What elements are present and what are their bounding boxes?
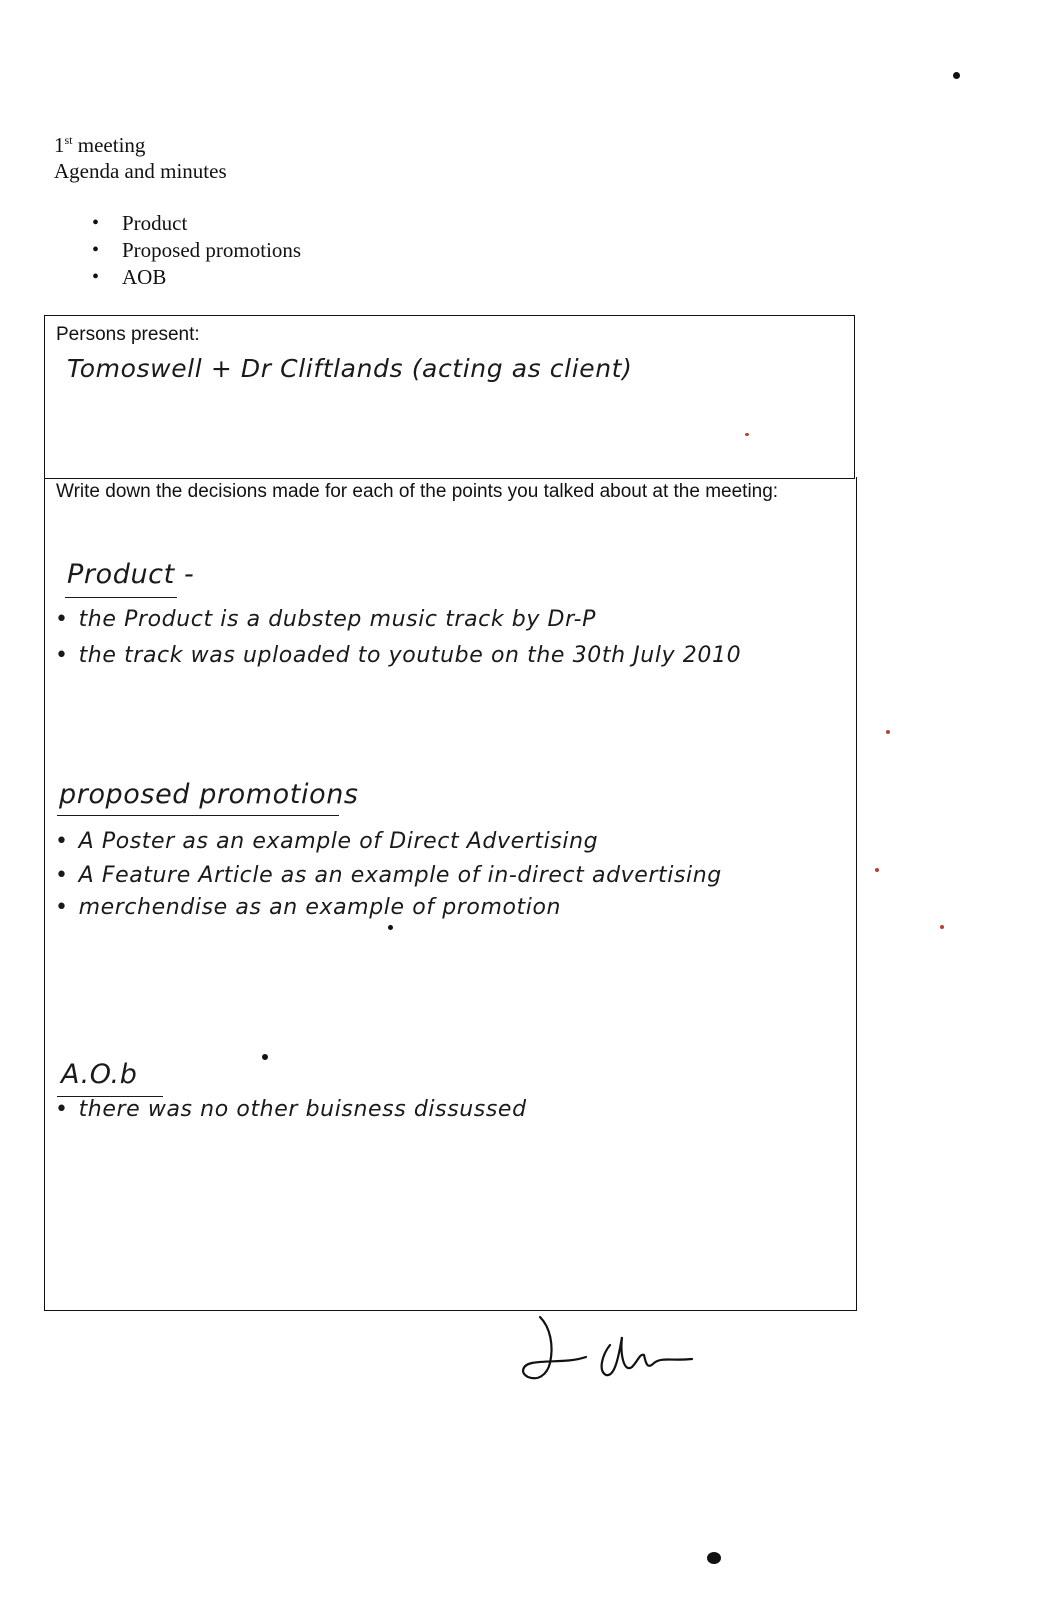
persons-present-label: Persons present: bbox=[56, 324, 200, 345]
meeting-ordinal-suffix: st bbox=[64, 133, 73, 147]
scan-speck bbox=[745, 433, 749, 436]
agenda-item: • AOB bbox=[92, 264, 301, 291]
meeting-word: meeting bbox=[77, 133, 146, 157]
scan-speck bbox=[953, 72, 960, 79]
decision-point: • the Product is a dubstep music track by Dr-P bbox=[55, 607, 596, 632]
meeting-heading bbox=[54, 132, 227, 184]
persons-present-handwriting: Tomoswell + Dr Cliftlands (acting as client) bbox=[67, 354, 633, 383]
scan-speck bbox=[707, 1552, 721, 1564]
agenda-item: • Proposed promotions bbox=[92, 237, 301, 264]
section-underline bbox=[57, 815, 339, 816]
scan-speck bbox=[940, 925, 944, 929]
scan-speck bbox=[262, 1054, 268, 1060]
signature-drawing bbox=[520, 1315, 700, 1395]
section-underline bbox=[65, 597, 177, 598]
decisions-instruction: Write down the decisions made for each of the points you talked about at the meeting: bbox=[56, 481, 779, 502]
decision-point: • A Poster as an example of Direct Advertising bbox=[55, 829, 598, 854]
meeting-title bbox=[54, 132, 227, 158]
decision-point: • the track was uploaded to youtube on the 30th July 2010 bbox=[55, 643, 741, 668]
section-title-product: Product - bbox=[67, 559, 195, 590]
scan-speck bbox=[886, 730, 890, 734]
decision-point: • there was no other buisness dissussed bbox=[55, 1097, 527, 1122]
decision-point: • merchendise as an example of promotion bbox=[55, 895, 561, 920]
meeting-subtitle: Agenda and minutes bbox=[54, 159, 227, 183]
meeting-ordinal: 1 bbox=[54, 133, 65, 157]
scan-speck bbox=[388, 925, 393, 930]
agenda-item: • Product bbox=[92, 210, 301, 237]
agenda-list bbox=[92, 210, 301, 291]
section-title-aob: A.O.b bbox=[61, 1059, 138, 1090]
decisions-box bbox=[44, 477, 857, 1311]
section-title-promotions: proposed promotions bbox=[59, 779, 359, 810]
persons-present-box bbox=[44, 315, 855, 479]
handwritten-signature-icon bbox=[520, 1315, 700, 1400]
decision-point: • A Feature Article as an example of in-direct advertising bbox=[55, 863, 722, 888]
scan-speck bbox=[875, 868, 879, 872]
